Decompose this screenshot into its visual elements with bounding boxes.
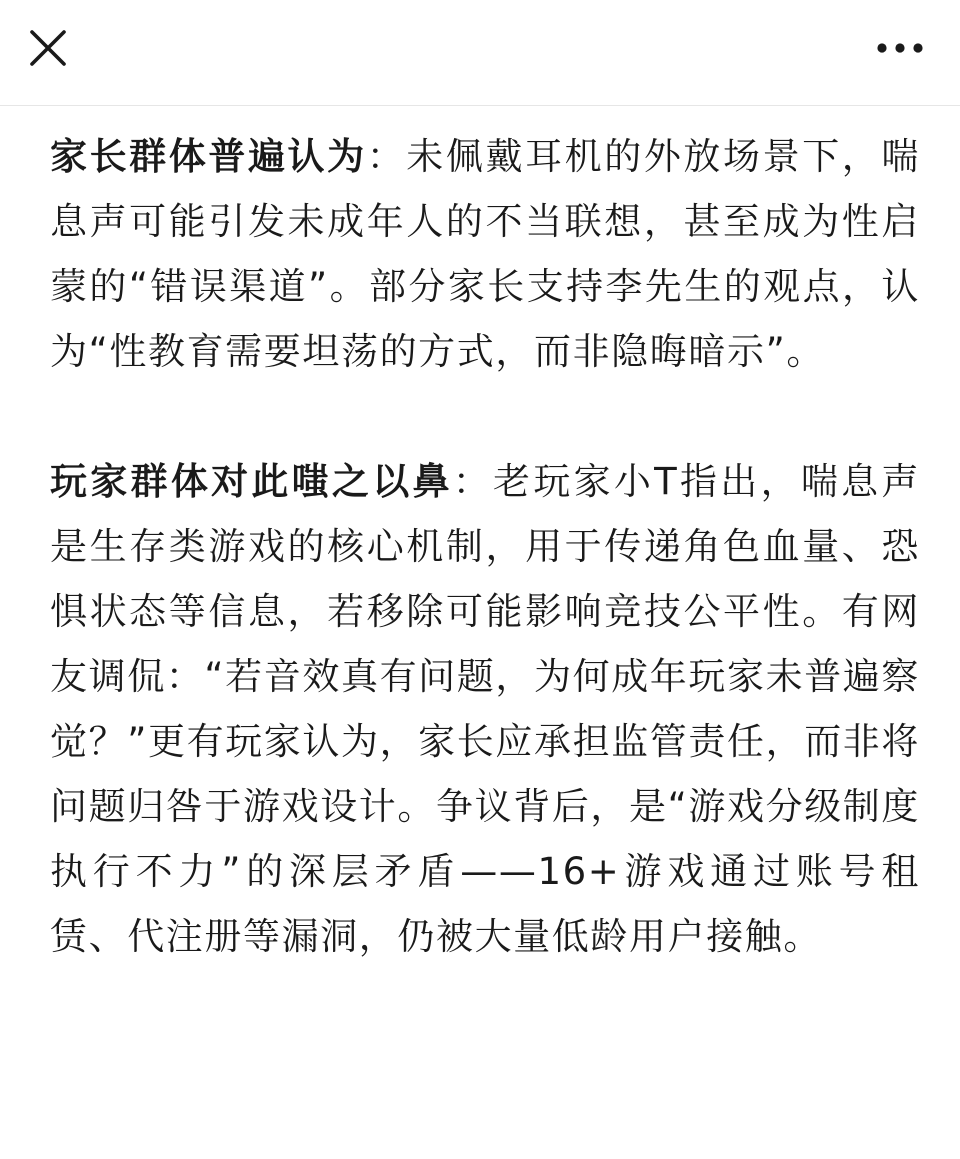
close-button[interactable] bbox=[22, 22, 74, 74]
more-dots-icon bbox=[876, 42, 924, 54]
close-icon bbox=[29, 29, 67, 67]
article-content bbox=[50, 124, 920, 969]
paragraph-players-view bbox=[50, 449, 920, 969]
paragraph-body: ：老玩家小T指出，喘息声是生存类游戏的核心机制，用于传递角色血量、恐惧状态等信息，若移除可能影响竞技公平性。有网友调侃：“若音效真有问题，为何成年玩家未普遍察觉？”更有玩家认为，家长应承担监管责任，而非将问题归咎于游戏设计。争议背后，是“游戏分级制度执行不力”的深层矛盾——16+游戏通过账号租赁、代注册等漏洞，仍被大量低龄用户接触。 bbox=[50, 460, 920, 958]
paragraph-parents-view bbox=[50, 124, 920, 384]
more-options-button[interactable] bbox=[870, 26, 930, 70]
paragraph-body: ：未佩戴耳机的外放场景下，喘息声可能引发未成年人的不当联想，甚至成为性启蒙的“错误渠道”。部分家长支持李先生的观点，认为“性教育需要坦荡的方式，而非隐晦暗示”。 bbox=[50, 135, 920, 373]
paragraph-lead: 家长群体普遍认为 bbox=[50, 135, 367, 178]
paragraph-lead: 玩家群体对此嗤之以鼻 bbox=[50, 460, 453, 503]
top-navigation-bar bbox=[0, 0, 960, 106]
